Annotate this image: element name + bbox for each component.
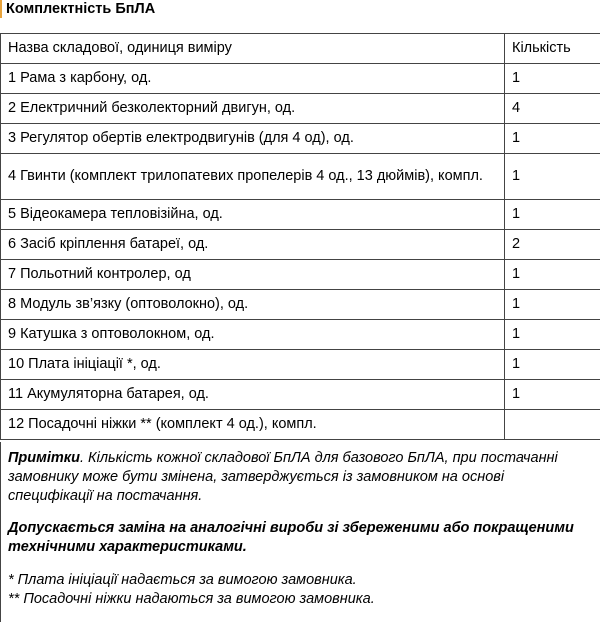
column-header-quantity: Кількість xyxy=(505,34,600,64)
table-row xyxy=(1,64,600,94)
table-row xyxy=(1,94,600,124)
component-quantity: 1 xyxy=(505,64,600,94)
component-name: 10 Плата ініціації *, од. xyxy=(1,350,505,380)
component-quantity: 1 xyxy=(505,260,600,290)
component-quantity: 1 xyxy=(505,200,600,230)
component-name: 4 Гвинти (комплект трилопатевих пропелерів 4 од., 13 дюймів), компл. xyxy=(1,154,505,200)
table-row xyxy=(1,124,600,154)
component-name: 11 Акумуляторна батарея, од. xyxy=(1,380,505,410)
notes-lead: Примітки xyxy=(8,450,80,466)
component-quantity: 4 xyxy=(505,94,600,124)
component-name: 7 Польотний контролер, од xyxy=(1,260,505,290)
column-header-name: Назва складової, одиниця виміру xyxy=(1,34,505,64)
table-row xyxy=(1,200,600,230)
table-row xyxy=(1,154,600,200)
component-quantity: 1 xyxy=(505,154,600,200)
component-name: 12 Посадочні ніжки ** (комплект 4 од.), компл. xyxy=(1,410,505,440)
substitution-note: Допускається заміна на аналогічні вироби зі збереженими або покращеними технічними характеристиками. xyxy=(8,520,574,555)
component-name: 6 Засіб кріплення батареї, од. xyxy=(1,230,505,260)
component-quantity: 1 xyxy=(505,350,600,380)
component-quantity: 1 xyxy=(505,320,600,350)
table-row xyxy=(1,350,600,380)
component-quantity xyxy=(505,410,600,440)
footnote-landing-legs: ** Посадочні ніжки надаються за вимогою замовника. xyxy=(8,591,375,607)
footnote-initiation-board: * Плата ініціації надається за вимогою замовника. xyxy=(8,572,357,588)
table-row xyxy=(1,230,600,260)
notes-block xyxy=(0,442,600,622)
notes-text: . Кількість кожної складової БпЛА для базового БпЛА, при постачанні замовнику може бути змінена, затверджується із замовником на основі специфікації на постачання. xyxy=(8,450,558,504)
table-row xyxy=(1,260,600,290)
component-name: 1 Рама з карбону, од. xyxy=(1,64,505,94)
component-name: 2 Електричний безколекторний двигун, од. xyxy=(1,94,505,124)
table-row xyxy=(1,320,600,350)
table-row xyxy=(1,380,600,410)
component-name: 9 Катушка з оптоволокном, од. xyxy=(1,320,505,350)
section-heading: Комплектність БпЛА xyxy=(0,0,600,18)
table-header-row xyxy=(1,34,600,64)
component-quantity: 1 xyxy=(505,380,600,410)
component-quantity: 2 xyxy=(505,230,600,260)
component-name: 3 Регулятор обертів електродвигунів (для 4 од), од. xyxy=(1,124,505,154)
components-table xyxy=(0,33,600,440)
table-row xyxy=(1,410,600,440)
component-quantity: 1 xyxy=(505,124,600,154)
component-name: 8 Модуль зв’язку (оптоволокно), од. xyxy=(1,290,505,320)
table-row xyxy=(1,290,600,320)
component-name: 5 Відеокамера тепловізійна, од. xyxy=(1,200,505,230)
component-quantity: 1 xyxy=(505,290,600,320)
notes-paragraph xyxy=(8,449,590,506)
